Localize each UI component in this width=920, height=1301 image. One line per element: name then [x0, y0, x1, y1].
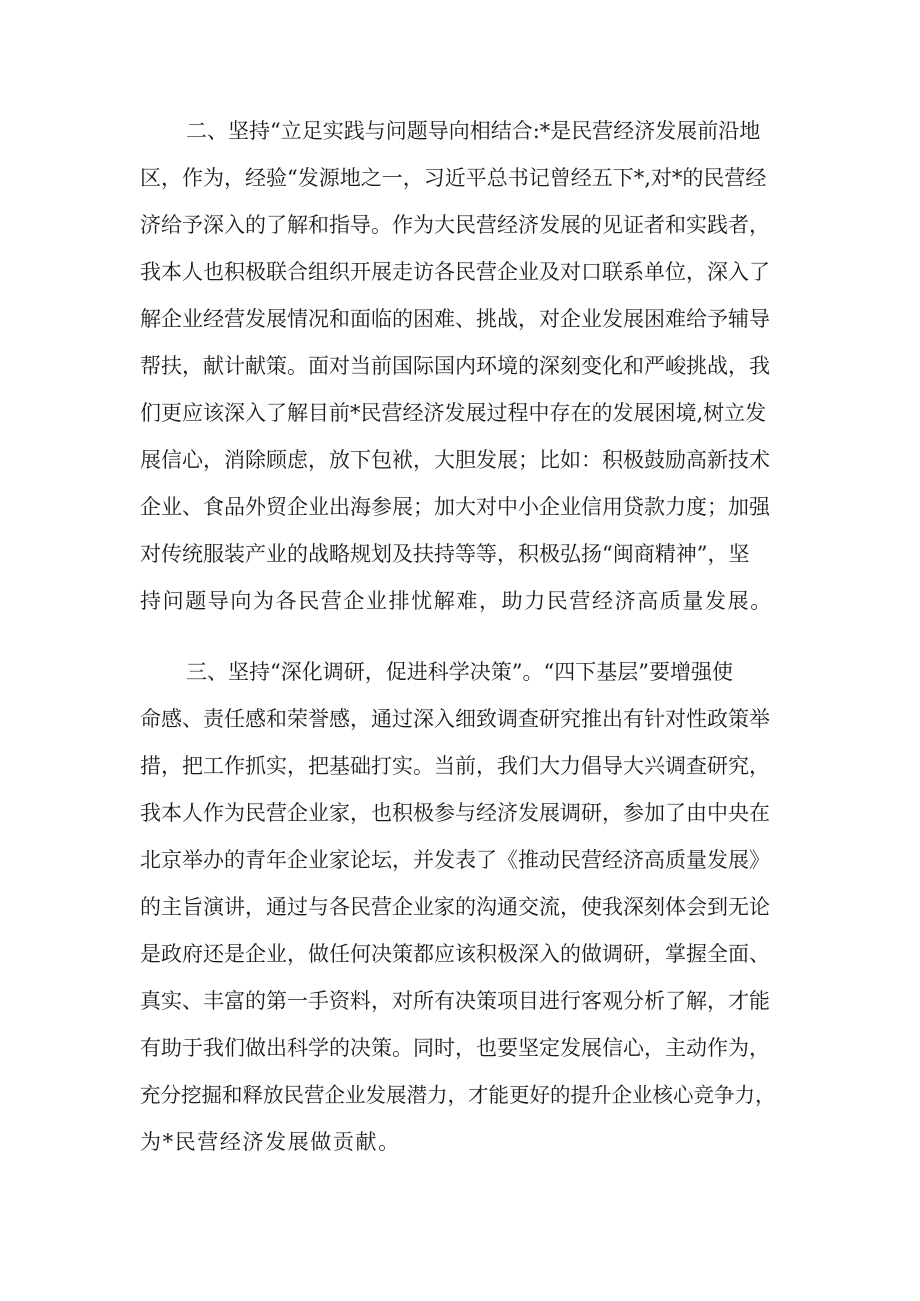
paragraph-line: 三、坚持“深化调研，促进科学决策”。“四下基层”要增强使 [186, 660, 733, 684]
paragraph-line: 二、坚持“立足实践与问题导向相结合:*是民营经济发展前沿地 [186, 119, 761, 143]
paragraph-line: 们更应该深入了解目前*民营经济发展过程中存在的发展困境,树立发 [140, 401, 767, 425]
paragraph-line: 有助于我们做出科学的决策。同时，也要坚定发展信心，主动作为， [140, 1036, 770, 1060]
paragraph-line: 是政府还是企业，做任何决策都应该积极深入的做调研，掌握全面、 [140, 942, 770, 966]
paragraph-line: 为*民营经济发展做贡献。 [140, 1130, 401, 1154]
paragraph-line: 我本人作为民营企业家，也积极参与经济发展调研，参加了由中央在 [140, 801, 770, 825]
paragraph-line: 的主旨演讲，通过与各民营企业家的沟通交流，使我深刻体会到无论 [140, 895, 770, 919]
paragraph-line: 持问题导向为各民营企业排忧解难，助力民营经济高质量发展。 [140, 589, 773, 613]
paragraph-line: 命感、责任感和荣誉感，通过深入细致调查研究推出有针对性政策举 [140, 707, 770, 731]
paragraph-line: 展信心，消除顾虑，放下包袱，大胆发展；比如：积极鼓励高新技术 [140, 448, 770, 472]
paragraph-line: 我本人也积极联合组织开展走访各民营企业及对口联系单位，深入了 [140, 260, 770, 284]
paragraph-line: 区，作为，经验“发源地之一，习近平总书记曾经五下*,对*的民营经 [140, 166, 767, 190]
paragraph-line: 帮扶，献计献策。面对当前国际国内环境的深刻变化和严峻挑战，我 [140, 354, 770, 378]
paragraph-line: 济给予深入的了解和指导。作为大民营经济发展的见证者和实践者， [140, 213, 770, 237]
paragraph-line: 企业、食品外贸企业出海参展；加大对中小企业信用贷款力度；加强 [140, 495, 770, 519]
paragraph-line: 真实、丰富的第一手资料，对所有决策项目进行客观分析了解，才能 [140, 989, 770, 1013]
paragraph-line: 措，把工作抓实，把基础打实。当前，我们大力倡导大兴调查研究， [140, 754, 770, 778]
paragraph-line: 对传统服装产业的战略规划及扶持等等，积极弘扬“闽商精神”，坚 [140, 542, 750, 566]
paragraph-line: 解企业经营发展情况和面临的困难、挑战，对企业发展困难给予辅导 [140, 307, 770, 331]
paragraph-line: 北京举办的青年企业家论坛，并发表了《推动民营经济高质量发展》 [140, 848, 770, 872]
paragraph-line: 充分挖掘和释放民营企业发展潜力，才能更好的提升企业核心竞争力， [140, 1083, 776, 1107]
